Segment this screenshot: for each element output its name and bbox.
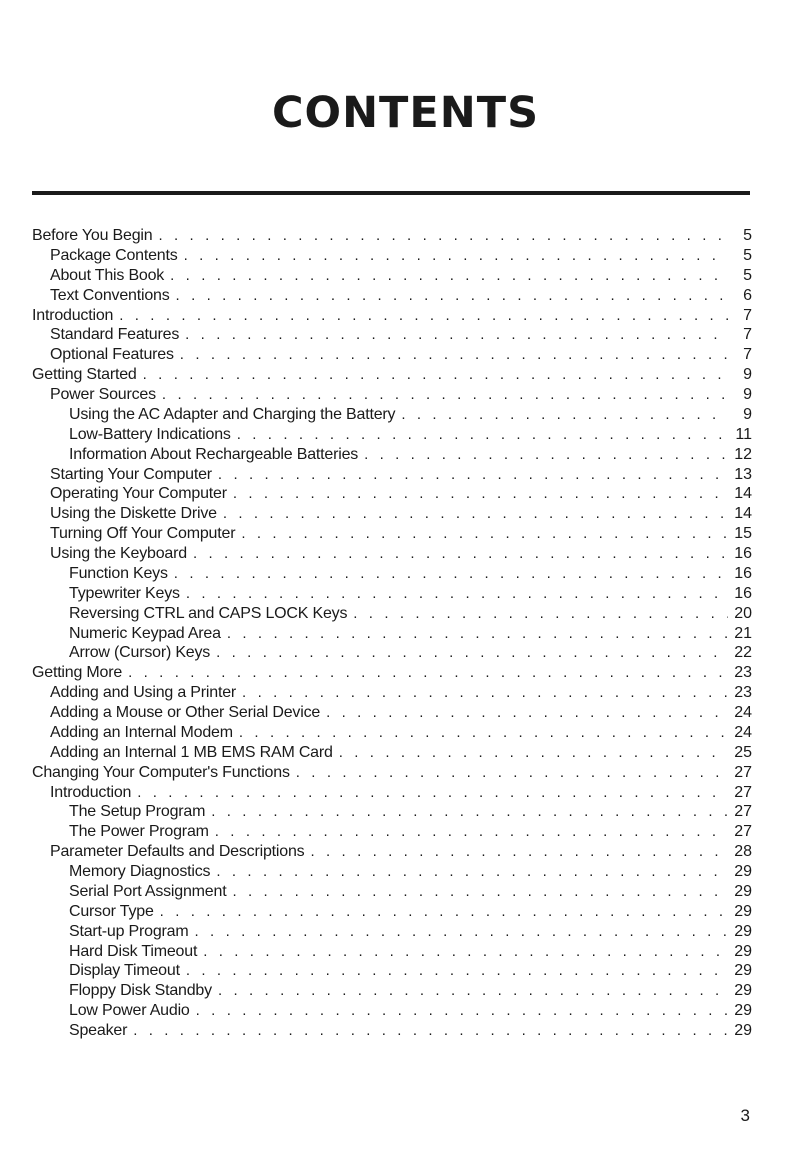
- toc-entry: [32, 683, 752, 703]
- toc-entry: [32, 286, 752, 306]
- toc-entry: [32, 822, 752, 842]
- toc-entry-title: Typewriter Keys: [69, 584, 180, 602]
- toc-entry-page: 29: [734, 962, 752, 980]
- toc-entry-title: Start-up Program: [69, 922, 189, 940]
- dot-leader: [185, 325, 728, 345]
- toc-entry-page: 5: [743, 266, 752, 284]
- toc-entry: [32, 802, 752, 822]
- dot-leader: [223, 504, 728, 524]
- toc-entry: [32, 226, 752, 246]
- toc-entry: [32, 1021, 752, 1041]
- dot-leader: [216, 862, 728, 882]
- toc-entry-title: Using the AC Adapter and Charging the Battery: [69, 405, 396, 423]
- toc-entry: [32, 266, 752, 286]
- dot-leader: [241, 524, 728, 544]
- dot-leader: [218, 981, 728, 1001]
- toc-entry: [32, 504, 752, 524]
- toc-entry-page: 14: [734, 485, 752, 503]
- dot-leader: [170, 266, 728, 286]
- toc-entry-title: Text Conventions: [50, 286, 170, 304]
- toc-entry-page: 6: [743, 286, 752, 304]
- table-of-contents: [32, 226, 752, 1041]
- toc-entry-title: Adding and Using a Printer: [50, 684, 237, 702]
- toc-entry-page: 27: [734, 783, 752, 801]
- dot-leader: [232, 882, 728, 902]
- toc-entry: [32, 763, 752, 783]
- toc-entry-page: 16: [734, 564, 752, 582]
- toc-entry-title: Hard Disk Timeout: [69, 942, 198, 960]
- toc-entry-page: 22: [734, 644, 752, 662]
- toc-entry-title: Adding an Internal 1 MB EMS RAM Card: [50, 743, 333, 761]
- toc-entry: [32, 862, 752, 882]
- toc-entry-title: Arrow (Cursor) Keys: [69, 644, 211, 662]
- dot-leader: [233, 484, 728, 504]
- toc-entry-title: Getting Started: [32, 366, 137, 384]
- dot-leader: [180, 345, 728, 365]
- toc-entry-title: Reversing CTRL and CAPS LOCK Keys: [69, 604, 348, 622]
- toc-entry: [32, 783, 752, 803]
- toc-entry-title: Information About Rechargeable Batteries: [69, 445, 359, 463]
- toc-entry: [32, 703, 752, 723]
- toc-entry: [32, 663, 752, 683]
- toc-entry-title: The Setup Program: [69, 803, 206, 821]
- toc-entry-page: 27: [734, 803, 752, 821]
- toc-entry-title: Floppy Disk Standby: [69, 982, 212, 1000]
- dot-leader: [218, 465, 728, 485]
- toc-entry: [32, 564, 752, 584]
- dot-leader: [216, 643, 728, 663]
- dot-leader: [128, 663, 728, 683]
- toc-entry: [32, 425, 752, 445]
- toc-entry: [32, 723, 752, 743]
- toc-entry-title: Introduction: [32, 306, 114, 324]
- toc-entry-page: 7: [743, 326, 752, 344]
- toc-entry: [32, 981, 752, 1001]
- toc-entry-title: Speaker: [69, 1022, 128, 1039]
- toc-entry-title: Operating Your Computer: [50, 485, 227, 503]
- toc-entry-page: 27: [734, 763, 752, 781]
- dot-leader: [196, 1001, 728, 1021]
- toc-entry-page: 29: [734, 882, 752, 900]
- dot-leader: [174, 564, 728, 584]
- toc-entry-page: 25: [734, 743, 752, 761]
- toc-entry: [32, 544, 752, 564]
- toc-entry-title: About This Book: [50, 266, 165, 284]
- toc-entry: [32, 306, 752, 326]
- toc-entry: [32, 643, 752, 663]
- toc-entry: [32, 604, 752, 624]
- toc-entry-title: Using the Keyboard: [50, 545, 187, 562]
- toc-entry-title: Using the Diskette Drive: [50, 505, 217, 523]
- toc-entry: [32, 902, 752, 922]
- title-rule: [32, 191, 750, 195]
- page-title: CONTENTS: [271, 88, 540, 138]
- toc-entry-page: 20: [734, 604, 752, 622]
- toc-entry-page: 29: [734, 863, 752, 880]
- toc-entry-title: Memory Diagnostics: [69, 863, 211, 880]
- toc-entry-page: 29: [734, 1022, 752, 1039]
- toc-entry: [32, 584, 752, 604]
- toc-entry: [32, 325, 752, 345]
- toc-entry: [32, 624, 752, 644]
- dot-leader: [119, 306, 728, 326]
- dot-leader: [242, 683, 728, 703]
- toc-entry-title: Optional Features: [50, 346, 174, 364]
- toc-entry-page: 24: [734, 723, 752, 741]
- dot-leader: [310, 842, 728, 862]
- toc-entry-title: Turning Off Your Computer: [50, 525, 236, 543]
- toc-entry-page: 7: [743, 346, 752, 364]
- toc-entry-page: 16: [734, 545, 752, 562]
- toc-entry-title: Display Timeout: [69, 962, 180, 980]
- toc-entry: [32, 922, 752, 942]
- toc-entry-title: Numeric Keypad Area: [69, 624, 221, 642]
- dot-leader: [133, 1021, 728, 1041]
- toc-entry-title: Low-Battery Indications: [69, 425, 231, 443]
- toc-entry: [32, 445, 752, 465]
- toc-entry: [32, 385, 752, 405]
- toc-entry-page: 28: [734, 843, 752, 861]
- toc-entry-title: Standard Features: [50, 326, 180, 344]
- toc-entry: [32, 1001, 752, 1021]
- dot-leader: [195, 922, 728, 942]
- dot-leader: [401, 405, 728, 425]
- toc-entry-title: Power Sources: [50, 386, 156, 403]
- dot-leader: [339, 743, 728, 763]
- toc-entry-title: The Power Program: [69, 823, 209, 841]
- toc-entry: [32, 246, 752, 266]
- toc-entry-page: 29: [734, 1002, 752, 1020]
- dot-leader: [193, 544, 728, 564]
- toc-entry-title: Adding a Mouse or Other Serial Device: [50, 704, 321, 721]
- toc-entry: [32, 882, 752, 902]
- dot-leader: [296, 763, 728, 783]
- toc-entry-title: Low Power Audio: [69, 1002, 190, 1020]
- dot-leader: [353, 604, 728, 624]
- toc-entry-page: 23: [734, 684, 752, 702]
- dot-leader: [160, 902, 728, 922]
- toc-entry-title: Function Keys: [69, 564, 168, 582]
- toc-entry-page: 9: [743, 366, 752, 384]
- toc-entry: [32, 465, 752, 485]
- toc-entry-title: Package Contents: [50, 246, 178, 264]
- dot-leader: [364, 445, 728, 465]
- toc-entry-page: 16: [734, 584, 752, 602]
- page-number: 3: [740, 1106, 750, 1125]
- toc-entry-page: 21: [734, 624, 752, 642]
- toc-entry-title: Serial Port Assignment: [69, 882, 227, 900]
- dot-leader: [203, 942, 728, 962]
- toc-entry-title: Getting More: [32, 664, 123, 682]
- dot-leader: [137, 783, 728, 803]
- toc-entry: [32, 842, 752, 862]
- toc-entry-page: 13: [734, 465, 752, 483]
- toc-entry-page: 29: [734, 902, 752, 920]
- dot-leader: [176, 286, 728, 306]
- toc-entry: [32, 961, 752, 981]
- dot-leader: [239, 723, 728, 743]
- dot-leader: [186, 961, 728, 981]
- dot-leader: [326, 703, 728, 723]
- toc-entry-page: 9: [743, 405, 752, 423]
- toc-entry-page: 24: [734, 704, 752, 721]
- dot-leader: [237, 425, 728, 445]
- toc-entry-page: 27: [734, 823, 752, 841]
- toc-entry: [32, 743, 752, 763]
- toc-entry-page: 5: [743, 246, 752, 264]
- toc-entry-page: 5: [743, 227, 752, 244]
- toc-entry-page: 29: [734, 922, 752, 940]
- toc-entry: [32, 484, 752, 504]
- toc-entry-page: 23: [734, 664, 752, 682]
- toc-entry: [32, 942, 752, 962]
- toc-entry-title: Cursor Type: [69, 902, 154, 920]
- dot-leader: [162, 385, 728, 405]
- dot-leader: [143, 365, 728, 385]
- toc-entry-title: Adding an Internal Modem: [50, 723, 233, 741]
- toc-entry-page: 15: [734, 525, 752, 543]
- toc-entry-page: 14: [734, 505, 752, 523]
- toc-entry-page: 9: [743, 386, 752, 403]
- toc-entry-page: 11: [735, 425, 752, 443]
- toc-entry-title: Changing Your Computer's Functions: [32, 763, 290, 781]
- dot-leader: [186, 584, 728, 604]
- dot-leader: [211, 802, 728, 822]
- toc-entry: [32, 365, 752, 385]
- toc-entry-page: 12: [734, 445, 752, 463]
- toc-entry: [32, 405, 752, 425]
- dot-leader: [184, 246, 728, 266]
- toc-entry-title: Starting Your Computer: [50, 465, 212, 483]
- toc-entry-title: Introduction: [50, 783, 132, 801]
- toc-entry: [32, 345, 752, 365]
- dot-leader: [158, 226, 728, 246]
- toc-entry: [32, 524, 752, 544]
- dot-leader: [215, 822, 728, 842]
- toc-entry-title: Before You Begin: [32, 227, 153, 244]
- dot-leader: [227, 624, 728, 644]
- toc-entry-title: Parameter Defaults and Descriptions: [50, 843, 305, 861]
- toc-entry-page: 29: [734, 942, 752, 960]
- toc-entry-page: 29: [734, 982, 752, 1000]
- toc-entry-page: 7: [743, 306, 752, 324]
